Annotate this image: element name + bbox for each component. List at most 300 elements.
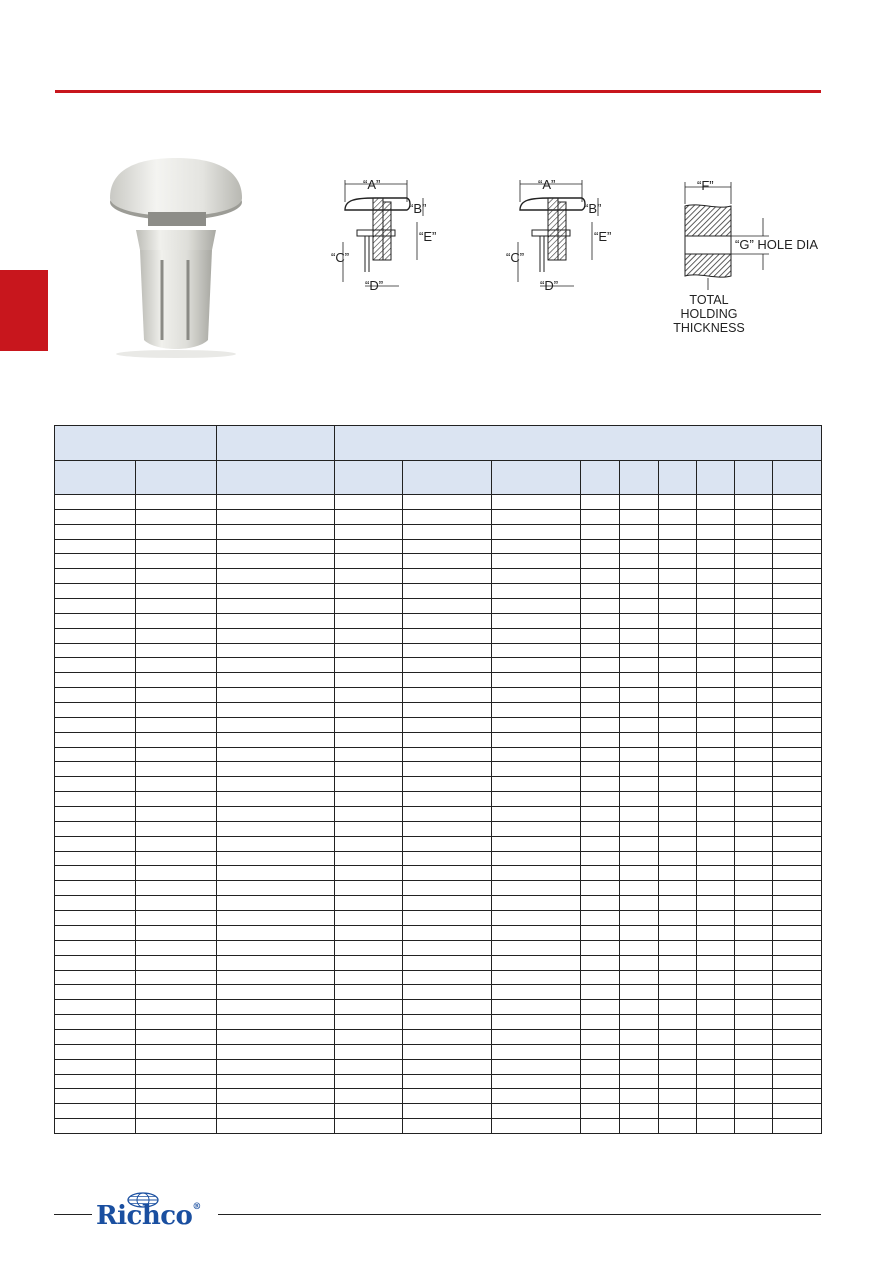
table-row bbox=[55, 777, 822, 792]
table-cell bbox=[581, 628, 620, 643]
table-cell bbox=[735, 851, 773, 866]
table-cell bbox=[735, 792, 773, 807]
table-cell bbox=[735, 658, 773, 673]
table-cell bbox=[735, 896, 773, 911]
table-cell bbox=[335, 762, 403, 777]
table-cell bbox=[773, 673, 822, 688]
table-cell bbox=[403, 1119, 492, 1134]
table-cell bbox=[697, 1044, 735, 1059]
table-cell bbox=[55, 955, 136, 970]
table-cell bbox=[403, 628, 492, 643]
table-cell bbox=[335, 866, 403, 881]
table-cell bbox=[735, 539, 773, 554]
table-cell bbox=[136, 851, 217, 866]
table-cell bbox=[492, 524, 581, 539]
table-cell bbox=[659, 1119, 697, 1134]
table-cell bbox=[55, 584, 136, 599]
table-cell bbox=[136, 554, 217, 569]
table-row bbox=[55, 509, 822, 524]
table-cell bbox=[735, 1074, 773, 1089]
table-cell bbox=[492, 643, 581, 658]
table-cell bbox=[55, 851, 136, 866]
table-cell bbox=[581, 673, 620, 688]
table-cell bbox=[735, 821, 773, 836]
header-cell bbox=[217, 426, 335, 461]
table-cell bbox=[581, 599, 620, 614]
table-cell bbox=[773, 836, 822, 851]
dim-a-label: “A” bbox=[538, 177, 556, 192]
table-cell bbox=[735, 911, 773, 926]
dim-b-label: “B” bbox=[409, 201, 427, 216]
table-cell bbox=[492, 658, 581, 673]
table-cell bbox=[335, 658, 403, 673]
table-cell bbox=[735, 628, 773, 643]
table-cell bbox=[581, 985, 620, 1000]
table-cell bbox=[335, 688, 403, 703]
table-cell bbox=[773, 703, 822, 718]
table-cell bbox=[735, 985, 773, 1000]
table-cell bbox=[136, 688, 217, 703]
table-row bbox=[55, 584, 822, 599]
table-row bbox=[55, 569, 822, 584]
table-cell bbox=[335, 524, 403, 539]
table-cell bbox=[403, 524, 492, 539]
table-cell bbox=[492, 985, 581, 1000]
table-cell bbox=[581, 911, 620, 926]
table-cell bbox=[735, 1059, 773, 1074]
table-row bbox=[55, 1074, 822, 1089]
table-cell bbox=[335, 703, 403, 718]
table-row bbox=[55, 925, 822, 940]
table-cell bbox=[581, 925, 620, 940]
table-cell bbox=[217, 970, 335, 985]
table-cell bbox=[55, 509, 136, 524]
table-cell bbox=[55, 599, 136, 614]
section-tab bbox=[0, 270, 48, 351]
header-cell bbox=[55, 426, 217, 461]
table-cell bbox=[217, 985, 335, 1000]
table-cell bbox=[403, 1044, 492, 1059]
table-cell bbox=[217, 703, 335, 718]
table-cell bbox=[335, 777, 403, 792]
table-cell bbox=[697, 673, 735, 688]
table-cell bbox=[55, 896, 136, 911]
table-cell bbox=[773, 1000, 822, 1015]
table-cell bbox=[492, 821, 581, 836]
table-cell bbox=[136, 970, 217, 985]
table-cell bbox=[620, 925, 659, 940]
table-row bbox=[55, 539, 822, 554]
table-cell bbox=[697, 762, 735, 777]
table-row bbox=[55, 896, 822, 911]
table-row bbox=[55, 717, 822, 732]
table-cell bbox=[217, 821, 335, 836]
table-cell bbox=[403, 836, 492, 851]
table-cell bbox=[403, 554, 492, 569]
table-cell bbox=[217, 717, 335, 732]
table-cell bbox=[136, 1059, 217, 1074]
table-cell bbox=[697, 613, 735, 628]
table-cell bbox=[735, 762, 773, 777]
table-cell bbox=[620, 762, 659, 777]
table-cell bbox=[492, 1059, 581, 1074]
table-cell bbox=[620, 896, 659, 911]
table-cell bbox=[620, 628, 659, 643]
table-cell bbox=[697, 970, 735, 985]
table-cell bbox=[55, 1044, 136, 1059]
table-cell bbox=[335, 851, 403, 866]
table-cell bbox=[217, 613, 335, 628]
table-cell bbox=[620, 911, 659, 926]
dim-c-label: “C” bbox=[331, 250, 350, 265]
table-cell bbox=[773, 1015, 822, 1030]
table-cell bbox=[620, 673, 659, 688]
table-cell bbox=[136, 643, 217, 658]
table-cell bbox=[581, 866, 620, 881]
table-cell bbox=[136, 911, 217, 926]
table-cell bbox=[136, 777, 217, 792]
table-cell bbox=[620, 1104, 659, 1119]
table-cell bbox=[217, 807, 335, 822]
table-cell bbox=[773, 985, 822, 1000]
table-cell bbox=[55, 985, 136, 1000]
table-cell bbox=[620, 732, 659, 747]
table-cell bbox=[492, 777, 581, 792]
table-cell bbox=[136, 524, 217, 539]
table-cell bbox=[735, 569, 773, 584]
table-cell bbox=[581, 1104, 620, 1119]
table-cell bbox=[335, 1074, 403, 1089]
table-cell bbox=[697, 1074, 735, 1089]
table-cell bbox=[492, 762, 581, 777]
dim-d-label: “D” bbox=[365, 278, 384, 293]
table-cell bbox=[492, 1015, 581, 1030]
table-cell bbox=[581, 1000, 620, 1015]
table-cell bbox=[581, 881, 620, 896]
dim-g-label: “G” HOLE DIA bbox=[735, 237, 819, 252]
table-cell bbox=[136, 613, 217, 628]
caption-line: THICKNESS bbox=[673, 321, 745, 335]
richco-wordmark bbox=[96, 1203, 201, 1229]
table-cell bbox=[735, 1029, 773, 1044]
table-cell bbox=[217, 688, 335, 703]
table-cell bbox=[335, 613, 403, 628]
table-cell bbox=[492, 792, 581, 807]
table-cell bbox=[697, 554, 735, 569]
table-cell bbox=[55, 911, 136, 926]
table-cell bbox=[217, 1015, 335, 1030]
table-cell bbox=[773, 495, 822, 510]
footer-rule bbox=[54, 1214, 92, 1215]
table-row bbox=[55, 643, 822, 658]
table-cell bbox=[659, 866, 697, 881]
table-cell bbox=[581, 554, 620, 569]
table-cell bbox=[735, 643, 773, 658]
table-cell bbox=[492, 599, 581, 614]
table-cell bbox=[697, 688, 735, 703]
table-cell bbox=[55, 1074, 136, 1089]
table-cell bbox=[136, 896, 217, 911]
table-cell bbox=[403, 881, 492, 896]
table-cell bbox=[492, 703, 581, 718]
table-cell bbox=[136, 1000, 217, 1015]
table-cell bbox=[335, 1059, 403, 1074]
table-cell bbox=[55, 1029, 136, 1044]
table-cell bbox=[773, 599, 822, 614]
table-row bbox=[55, 1119, 822, 1134]
table-cell bbox=[335, 732, 403, 747]
table-cell bbox=[492, 1119, 581, 1134]
table-cell bbox=[697, 717, 735, 732]
table-cell bbox=[492, 717, 581, 732]
table-cell bbox=[217, 599, 335, 614]
table-cell bbox=[697, 1000, 735, 1015]
subheader-cell bbox=[335, 461, 403, 495]
table-cell bbox=[55, 821, 136, 836]
table-cell bbox=[659, 584, 697, 599]
table-row bbox=[55, 599, 822, 614]
table-cell bbox=[659, 613, 697, 628]
table-cell bbox=[773, 925, 822, 940]
dimension-diagram-1 bbox=[325, 172, 445, 297]
table-cell bbox=[773, 866, 822, 881]
table-cell bbox=[773, 539, 822, 554]
table-cell bbox=[136, 1089, 217, 1104]
table-cell bbox=[217, 732, 335, 747]
table-row bbox=[55, 673, 822, 688]
table-cell bbox=[735, 747, 773, 762]
table-cell bbox=[217, 628, 335, 643]
table-cell bbox=[492, 584, 581, 599]
subheader-cell bbox=[581, 461, 620, 495]
table-cell bbox=[773, 732, 822, 747]
table-cell bbox=[735, 836, 773, 851]
table-cell bbox=[492, 1029, 581, 1044]
table-cell bbox=[697, 643, 735, 658]
table-cell bbox=[620, 970, 659, 985]
table-cell bbox=[492, 925, 581, 940]
dim-b-label: “B” bbox=[584, 201, 602, 216]
table-cell bbox=[659, 1044, 697, 1059]
table-cell bbox=[55, 673, 136, 688]
table-cell bbox=[773, 658, 822, 673]
table-cell bbox=[773, 1044, 822, 1059]
table-cell bbox=[403, 866, 492, 881]
table-cell bbox=[735, 925, 773, 940]
table-cell bbox=[136, 599, 217, 614]
table-cell bbox=[492, 836, 581, 851]
table-cell bbox=[335, 955, 403, 970]
table-cell bbox=[620, 836, 659, 851]
table-cell bbox=[773, 688, 822, 703]
table-cell bbox=[773, 881, 822, 896]
table-cell bbox=[773, 807, 822, 822]
table-cell bbox=[335, 821, 403, 836]
table-header-row bbox=[55, 426, 822, 461]
subheader-cell bbox=[492, 461, 581, 495]
table-cell bbox=[581, 495, 620, 510]
table-cell bbox=[136, 955, 217, 970]
table-cell bbox=[492, 554, 581, 569]
table-cell bbox=[697, 1089, 735, 1104]
table-cell bbox=[335, 896, 403, 911]
specification-table bbox=[54, 425, 822, 1134]
table-cell bbox=[581, 1074, 620, 1089]
table-cell bbox=[581, 807, 620, 822]
table-cell bbox=[403, 747, 492, 762]
table-cell bbox=[735, 955, 773, 970]
table-cell bbox=[335, 554, 403, 569]
table-row bbox=[55, 1000, 822, 1015]
table-cell bbox=[217, 911, 335, 926]
table-cell bbox=[217, 896, 335, 911]
table-cell bbox=[697, 599, 735, 614]
table-cell bbox=[335, 495, 403, 510]
table-row bbox=[55, 970, 822, 985]
table-row bbox=[55, 911, 822, 926]
table-cell bbox=[773, 1119, 822, 1134]
table-cell bbox=[492, 628, 581, 643]
table-cell bbox=[581, 851, 620, 866]
table-cell bbox=[659, 851, 697, 866]
table-cell bbox=[773, 613, 822, 628]
subheader-cell bbox=[697, 461, 735, 495]
table-row bbox=[55, 985, 822, 1000]
table-cell bbox=[55, 495, 136, 510]
table-cell bbox=[697, 955, 735, 970]
table-cell bbox=[217, 925, 335, 940]
table-cell bbox=[403, 1029, 492, 1044]
table-cell bbox=[773, 1059, 822, 1074]
table-row bbox=[55, 940, 822, 955]
table-cell bbox=[735, 584, 773, 599]
table-row bbox=[55, 658, 822, 673]
table-cell bbox=[697, 792, 735, 807]
table-cell bbox=[581, 1015, 620, 1030]
table-cell bbox=[659, 628, 697, 643]
table-cell bbox=[136, 881, 217, 896]
table-cell bbox=[217, 792, 335, 807]
dim-d-label: “D” bbox=[540, 278, 559, 293]
table-cell bbox=[697, 509, 735, 524]
header-rule bbox=[55, 90, 821, 93]
table-cell bbox=[659, 807, 697, 822]
table-cell bbox=[659, 1074, 697, 1089]
table-cell bbox=[697, 1119, 735, 1134]
table-cell bbox=[659, 1015, 697, 1030]
table-cell bbox=[659, 539, 697, 554]
table-cell bbox=[773, 717, 822, 732]
table-cell bbox=[659, 643, 697, 658]
table-cell bbox=[55, 613, 136, 628]
table-cell bbox=[217, 509, 335, 524]
table-cell bbox=[581, 955, 620, 970]
table-cell bbox=[335, 940, 403, 955]
table-cell bbox=[773, 940, 822, 955]
table-cell bbox=[136, 539, 217, 554]
table-cell bbox=[773, 792, 822, 807]
table-cell bbox=[492, 881, 581, 896]
table-cell bbox=[492, 896, 581, 911]
table-cell bbox=[773, 1089, 822, 1104]
table-cell bbox=[620, 643, 659, 658]
table-cell bbox=[659, 881, 697, 896]
table-cell bbox=[773, 509, 822, 524]
table-cell bbox=[55, 747, 136, 762]
table-cell bbox=[55, 539, 136, 554]
table-cell bbox=[403, 599, 492, 614]
registered-mark: ® bbox=[192, 1202, 201, 1212]
table-cell bbox=[659, 970, 697, 985]
table-cell bbox=[773, 643, 822, 658]
table-cell bbox=[659, 495, 697, 510]
table-cell bbox=[581, 688, 620, 703]
table-cell bbox=[620, 792, 659, 807]
table-cell bbox=[403, 673, 492, 688]
table-cell bbox=[217, 955, 335, 970]
table-cell bbox=[335, 1044, 403, 1059]
table-cell bbox=[697, 985, 735, 1000]
table-cell bbox=[620, 1119, 659, 1134]
table-cell bbox=[217, 673, 335, 688]
table-cell bbox=[581, 509, 620, 524]
brand-name: Richco bbox=[96, 1201, 193, 1231]
table-cell bbox=[697, 896, 735, 911]
table-cell bbox=[659, 1029, 697, 1044]
table-cell bbox=[492, 866, 581, 881]
table-cell bbox=[217, 1000, 335, 1015]
table-cell bbox=[335, 643, 403, 658]
table-cell bbox=[773, 524, 822, 539]
table-cell bbox=[697, 732, 735, 747]
table-cell bbox=[492, 688, 581, 703]
table-cell bbox=[335, 747, 403, 762]
table-row bbox=[55, 1104, 822, 1119]
product-photo bbox=[96, 150, 256, 360]
table-cell bbox=[492, 539, 581, 554]
table-cell bbox=[136, 836, 217, 851]
table-cell bbox=[335, 599, 403, 614]
table-cell bbox=[773, 584, 822, 599]
table-cell bbox=[136, 658, 217, 673]
table-cell bbox=[697, 1029, 735, 1044]
subheader-cell bbox=[659, 461, 697, 495]
table-cell bbox=[735, 599, 773, 614]
table-cell bbox=[55, 1089, 136, 1104]
table-cell bbox=[735, 1015, 773, 1030]
table-cell bbox=[659, 509, 697, 524]
table-cell bbox=[403, 911, 492, 926]
table-cell bbox=[335, 1089, 403, 1104]
table-row bbox=[55, 1089, 822, 1104]
table-cell bbox=[492, 911, 581, 926]
table-cell bbox=[403, 584, 492, 599]
table-cell bbox=[403, 703, 492, 718]
table-cell bbox=[335, 717, 403, 732]
table-cell bbox=[697, 703, 735, 718]
dim-a-label: “A” bbox=[363, 177, 381, 192]
table-cell bbox=[403, 1015, 492, 1030]
table-cell bbox=[735, 509, 773, 524]
table-cell bbox=[217, 881, 335, 896]
table-cell bbox=[55, 1104, 136, 1119]
table-cell bbox=[659, 792, 697, 807]
table-cell bbox=[335, 985, 403, 1000]
table-row bbox=[55, 1059, 822, 1074]
table-cell bbox=[217, 1119, 335, 1134]
table-cell bbox=[55, 628, 136, 643]
table-row bbox=[55, 747, 822, 762]
